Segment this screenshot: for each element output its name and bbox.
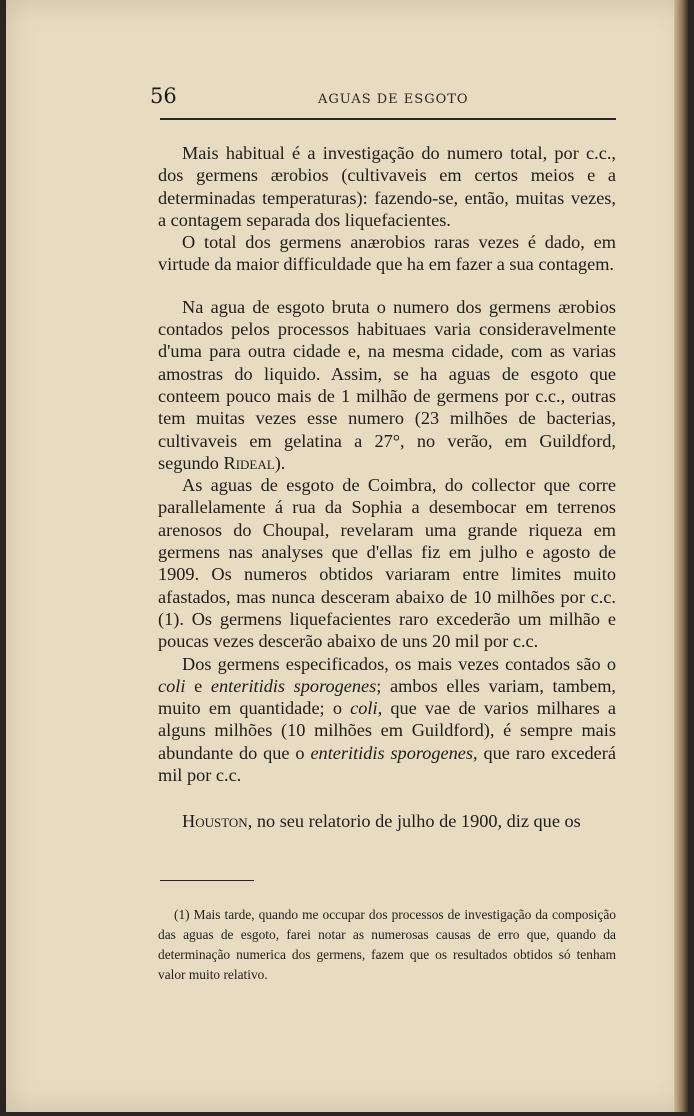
footnote: (1) Mais tarde, quando me occupar dos processos de investigação da composição das aguas de esgoto, farei notar as numerosas causas de erro que, quando da determinação numerica dos germens, fazem que os resultados obtidos só tenham valor muito relativo. [158,907,616,982]
paragraph-6-text: , no seu relatorio de julho de 1900, diz que os [247,811,581,832]
footnote-rule [160,880,254,881]
body-text [158,142,616,833]
term-enteritidis-2: enteritidis sporogenes [310,742,474,763]
author-rideal: Rideal [223,452,275,473]
page-number: 56 [150,84,177,108]
paragraph-5 [158,653,616,787]
paragraph-1: Mais habitual é a investigação do numero total, por c.c., dos germens ærobios (cultivaveis em certos meios e a determinadas temperaturas): fazendo-se, então, muitas vezes, a contagem separada dos liquefacientes. [158,143,616,230]
paragraph-6 [158,810,616,832]
paragraph-5-part-a: Dos germens especificados, os mais vezes contados são o [182,653,616,674]
paragraph-3 [158,296,616,474]
header-rule [160,118,616,120]
running-title: AGUAS DE ESGOTO [318,92,469,107]
term-enteritidis: enteritidis sporogenes [210,675,377,696]
term-coli-2: coli, [350,698,383,719]
paragraph-2: O total dos germens anærobios raras vezes é dado, em virtude da maior difficuldade que ha em fazer a sua contagem. [158,232,616,275]
page-header [150,84,616,112]
author-houston: Houston [182,811,248,832]
paragraph-3-end: ). [274,452,286,473]
paragraph-5-part-d: que vae de varios milhares a alguns milhões (10 milhões em Guildford), é sempre mais abundante do que o [158,698,616,763]
paragraph-3-text: Na agua de esgoto bruta o numero dos germens ærobios contados pelos processos habituaes varia consideravelmente d'uma para outra cidade e, na mesma cidade, com as varias amostras do liquido. Assim, se ha aguas de esgoto que conteem pouco mais de 1 milhão de germens por c.c., outras tem muitas vezes esse numero (23 milhões de bacterias, cultivaveis em gelatina a 27°, no verão, em Guildford, segundo [158,296,616,473]
term-coli: coli [158,675,186,696]
paragraph-5-part-b: e [194,675,203,696]
paragraph-4: As aguas de esgoto de Coimbra, do collector que corre parallelamente á rua da Sophia a desembocar em terrenos arenosos do Choupal, revelaram uma grande riqueza em germens nas analyses que d'ellas fiz em julho e agosto de 1909. Os numeros obtidos variaram entre limites muito afastados, mas nunca desceram abaixo de 10 milhões por c.c. (1). Os germens liquefacientes raro excederão um milhão e poucas vezes descerão abaixo de uns 20 mil por c.c. [158,475,616,652]
paragraph-5-part-c: ; ambos elles variam, tambem, muito em quantidade; o [158,675,617,719]
paragraph-5-part-e: , que raro excederá mil por c.c. [158,742,616,786]
page-edge-shadow [674,0,688,1112]
